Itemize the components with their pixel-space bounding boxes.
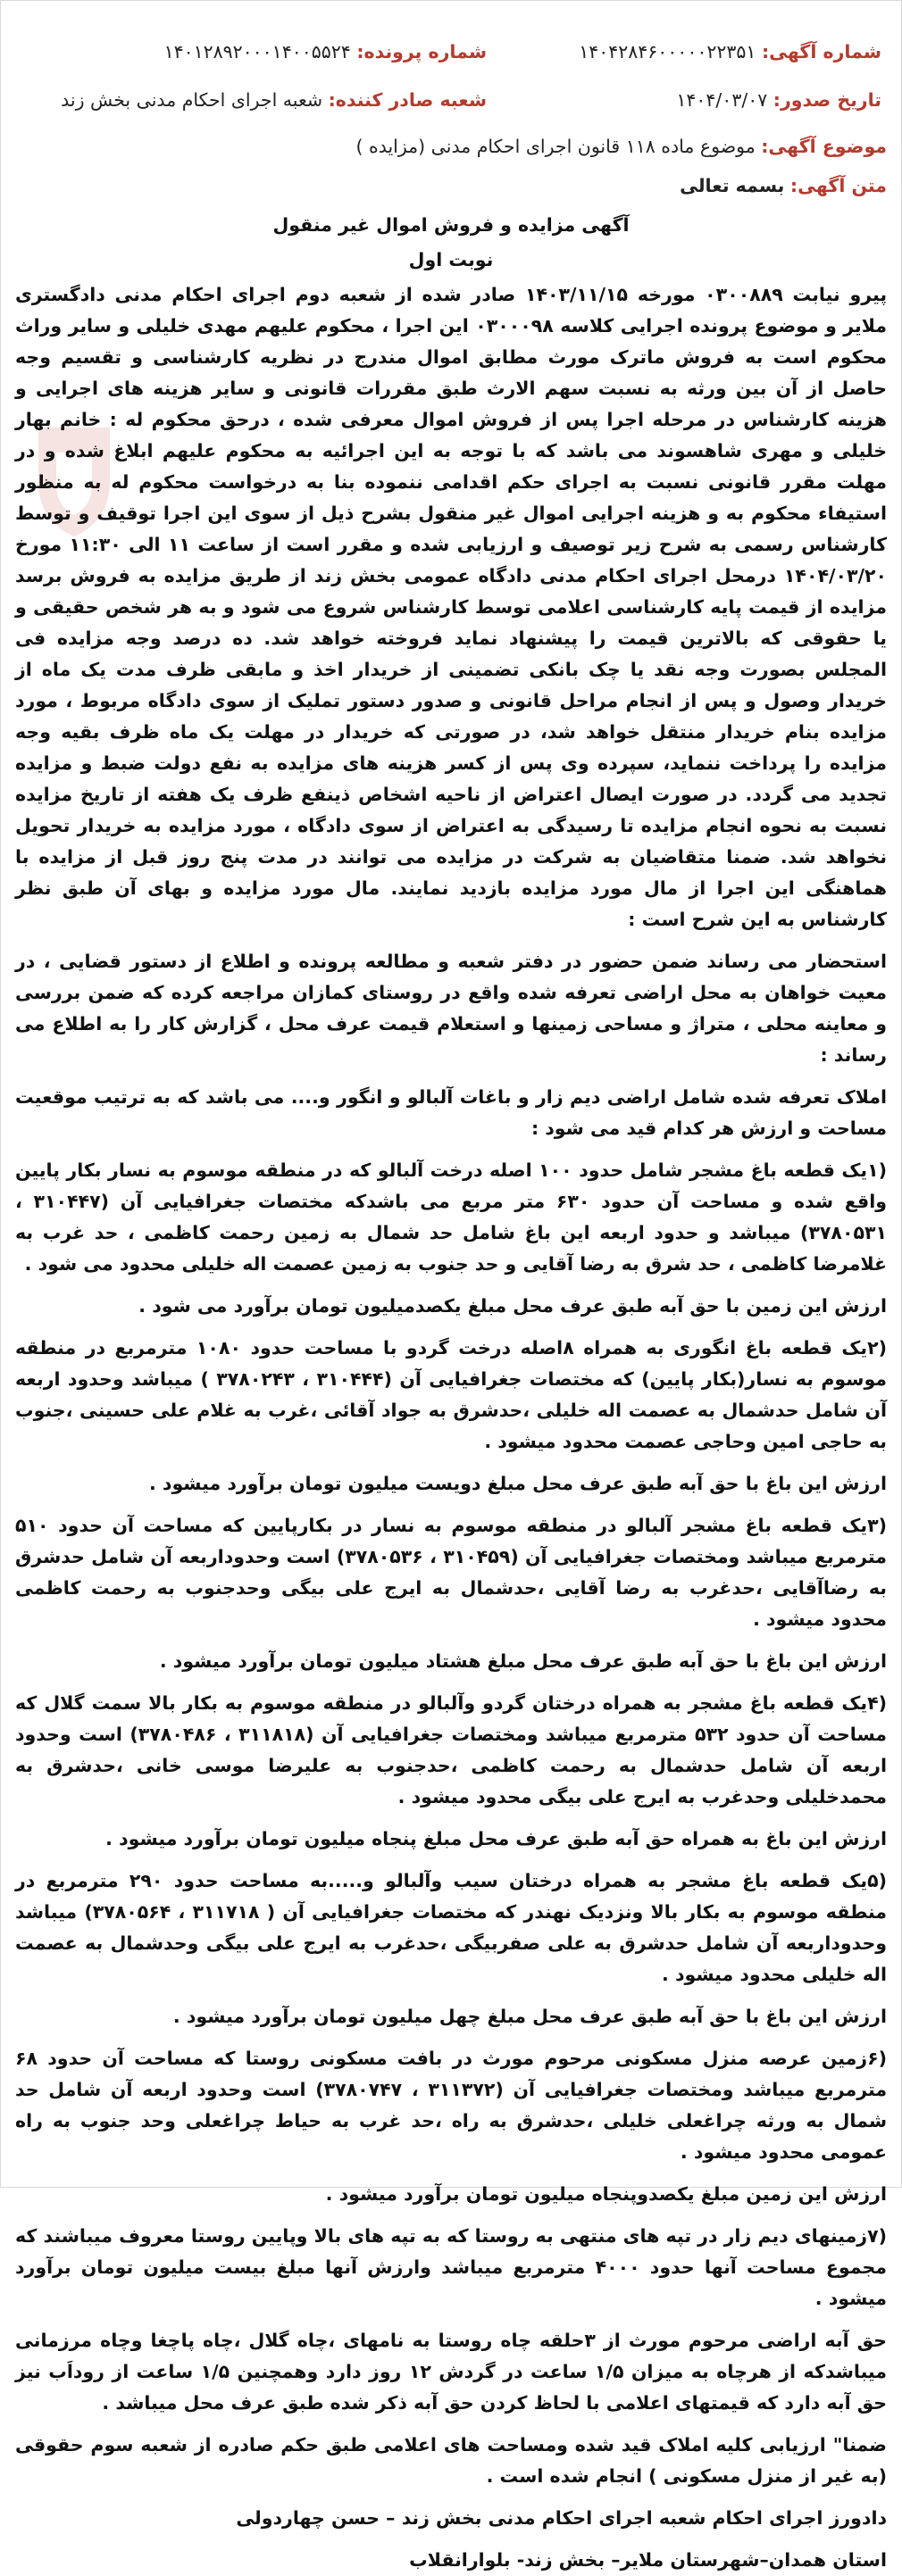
notice-subtitle: نوبت اول [408, 249, 494, 270]
issue-date-value: ۱۴۰۴/۰۳/۰۷ [676, 89, 768, 111]
issuer-field [61, 85, 487, 116]
address-line: استان همدان–شهرستان ملایر– بخش زند- بلوارانقلاب [409, 2549, 887, 2571]
paragraph-item-5: (۵یک قطعه باغ مشجر به همراه درختان سیب وآلبالو و.....به مساحت حدود ۲۹۰ مترمربع در منطقه موسوم به بکار بالا ونزدیک نهندر که مختصات جغرافیایی آن ( ۳۱۱۷۱۸ ، ۳۷۸۰۵۶۴) میباشد وحدوداربعه آن شامل حدشرق به علی صفربیگی ،حدغرب به ایرج علی بیگی وحدشمال به عصمت اله خلیلی محدود میشود . [15, 1870, 888, 1985]
paragraph-item-4: (۴یک قطعه باغ مشجر به همراه درختان گردو وآلبالو در منطقه موسوم به بکار بالا سمت گلال که مساحت آن حدود ۵۳۲ مترمربع میباشد ومختصات جغرافیایی آن (۳۱۱۸۱۸ ، ۳۷۸۰۴۸۶) است وحدود اربعه آن شامل حدشمال به رحمت کاظمی ،حدجنوب به علیرضا موسی خانی ،حدشرق به محمدخلیلی وحدغرب به ایرج علی بیگی محدود میشود . [15, 1692, 887, 1807]
case-number-label: شماره پرونده: [356, 41, 487, 62]
paragraph-value-4: ارزش این باغ به همراه حق آبه طبق عرف محل مبلغ پنجاه میلیون تومان برآورد میشود . [105, 1828, 887, 1849]
paragraph-note: ضمنا" ارزیابی کلیه املاک قید شده ومساحت های اعلامی طبق حکم صادره از شعبه سوم حقوقی (به غیر از منزل مسکونی ) انجام شده است . [15, 2434, 887, 2487]
paragraph-item-2: (۲یک قطعه باغ انگوری به همراه ۸اصله درخت گردو با مساحت حدود ۱۰۸۰ مترمربع در منطقه موسوم به نسار(بکار پایین) که مختصات جغرافیایی آن (۳۱۰۴۴۴ ، ۳۷۸۰۲۴۳ ) میباشد وحدود اربعه آن شامل حدشمال به عصمت اله خلیلی ،حدشرق به جواد آقائی ،غرب به غلام علی حسینی ،جنوب به حاجی امین وحاجی عصمت محدود میشود . [15, 1337, 887, 1452]
paragraph-value-2: ارزش این باغ با حق آبه طبق عرف محل مبلغ دویست میلیون تومان برآورد میشود . [149, 1473, 887, 1494]
case-number-field [164, 37, 487, 68]
paragraph-value-5: ارزش این باغ با حق آبه طبق عرف محل مبلغ چهل میلیون تومان برآورد میشود . [172, 2006, 887, 2027]
notice-title: آگهی مزایده و فروش اموال غیر منقول [272, 214, 630, 236]
signature-line: دادورز اجرای احکام شعبه اجرای احکام مدنی بخش زند – حسن چهاردولی [236, 2507, 887, 2529]
paragraph-value-3: ارزش این باغ با حق آبه طبق عرف محل مبلغ هشتاد میلیون تومان برآورد میشود . [159, 1650, 887, 1672]
subject-label: موضوع آگهی: [761, 136, 887, 157]
body-row [15, 170, 887, 202]
notice-number-label: شماره آگهی: [761, 41, 881, 62]
paragraph-expert-intro: استحضار می رساند ضمن حضور در دفتر شعبه و مطالعه پرونده و اطلاع از دستور قضایی ، در معیت خواهان به محل اراضی تعرفه شده واقع در روستای کمازان مراجعه کرده که ضمن بررسی و معاینه محلی ، متراژ و مساحی زمینها و استعلام قیمت عرف محل ، گزارش کار را به اطلاع می رساند : [15, 951, 887, 1066]
issuer-label: شعبه صادر کننده: [328, 89, 487, 111]
notice-number-field [579, 37, 881, 68]
issue-date-label: تاریخ صدور: [773, 89, 881, 111]
paragraph-value-6: ارزش این زمین مبلغ یکصدوپنجاه میلیون تومان برآورد میشود . [325, 2183, 887, 2205]
header-row-1 [1, 37, 902, 72]
issue-date-field [676, 85, 881, 116]
subject-row [15, 131, 887, 162]
paragraph-item-1: (۱یک قطعه باغ مشجر شامل حدود ۱۰۰ اصله درخت آلبالو که در منطقه موسوم به نسار بکار پایین واقع شده و مساحت آن حدود ۶۳۰ متر مربع می باشدکه مختصات جغرافیایی آن (۳۱۰۴۴۷ ، ۳۷۸۰۵۳۱) میباشد و حدود اربعه این باغ شامل حد شمال به زمین رحمت کاظمی ، حد غرب به غلامرضا کاظمی ، حد شرق به رضا آقایی و حد جنوب به زمین عصمت اله خلیلی محدود می شود . [15, 1159, 887, 1275]
paragraph-properties-intro: املاک تعرفه شده شامل اراضی دیم زار و باغات آلبالو و انگور و.... می باشد که به ترتیب موقعیت مساحت و ارزش هر کدام قید می شود : [15, 1086, 887, 1139]
body-label: متن آگهی: [789, 175, 887, 196]
issuer-value: شعبه اجرای احکام مدنی بخش زند [61, 89, 323, 111]
paragraph-water-rights: حق آبه اراضی مرحوم مورث از ۳حلقه چاه روستا به نامهای ،چاه گلال ،چاه پاچغا وچاه مرزمانی میباشدکه از هرچاه به میزان ۱/۵ ساعت در گردش ۱۲ روز دارد وهمچنین ۱/۵ ساعت از روداَب نیز حق آبه دارد که قیمتهای اعلامی با لحاظ کردن حق آبه ذکر شده طبق عرف محل میباشد . [15, 2330, 887, 2414]
notice-number-value: ۱۴۰۴۲۸۴۶۰۰۰۰۰۲۲۳۵۱ [579, 41, 756, 62]
paragraph-value-1: ارزش این زمین با حق آبه طبق عرف محل مبلغ یکصدمیلیون تومان برآورد می شود . [138, 1295, 887, 1317]
paragraph-item-3: (۳یک قطعه باغ مشجر آلبالو در منطقه موسوم به نسار در بکارپایین که مساحت آن حدود ۵۱۰ مترمربع میباشد ومختصات جغرافیایی آن (۳۱۰۴۵۹ ، ۳۷۸۰۵۳۶) است وحدوداربعه آن شامل حدشرق به رضاآقایی ،حدغرب به رضا آقایی ،حدشمال به ایرج علی بیگی وحدجنوب به رحمت کاظمی محدود میشود . [15, 1515, 887, 1630]
subject-value: موضوع ماده ۱۱۸ قانون اجرای احکام مدنی (مزایده ) [355, 136, 756, 157]
case-number-value: ۱۴۰۱۲۸۹۲۰۰۰۱۴۰۰۵۵۲۴ [163, 41, 351, 62]
body-opening: بسمه تعالی [680, 175, 785, 196]
notice-content [15, 131, 887, 2576]
header-row-2 [1, 85, 902, 120]
paragraph-item-6: (۶زمین عرصه منزل مسکونی مرحوم مورث در بافت مسکونی روستا که مساحت آن حدود ۶۸ مترمربع میباشد ومختصات جغرافیایی آن (۳۱۱۳۷۲ ، ۳۷۸۰۷۴۷) است وحدود اربعه آن شامل حد شمال به ورثه چراغعلی خلیلی ،حدشرق به راه ،حد غرب به حیاط چراغعلی وحد جنوب به راه عمومی محدود میشود . [15, 2048, 888, 2163]
paragraph-item-7: (۷زمینهای دیم زار در تپه های منتهی به روستا که به تپه های بالا وپایین روستا معروف میباشند که مجموع مساحت آنها حدود ۴۰۰۰ مترمربع میباشد وارزش آنها مبلغ بیست میلیون تومان برآورد میشود . [15, 2225, 887, 2309]
paragraph-main: پیرو نیابت ۰۳۰۰۸۸۹ مورخه ۱۴۰۳/۱۱/۱۵ صادر شده از شعبه دوم اجرای احکام مدنی دادگستری ملایر و موضوع پرونده اجرایی کلاسه ۰۳۰۰۰۹۸ این اجرا ، محکوم علیهم مهدی خلیلی و سایر وراث محکوم است به فروش ماترک مورث مطابق اموال مندرج در نظریه کارشناسی و تقسیم وجه حاصل از آن بین ورثه به نسبت سهم الارث طبق مقررات قانونی و سایر هزینه های اجرایی و هزینه کارشناس در مرحله اجرا پس از فروش اموال معرفی شده ، درحق محکوم له : خانم بهار خلیلی و مهری شاهسوند می باشد که با توجه به این اجرائیه به محکوم علیهم ابلاغ شده و در مهلت مقرر قانونی نسبت به اجرای حکم اقدامی ننموده بنا به درخواست محکوم له به منظور استیفاء محکوم به و هزینه اجرایی اموال غیر منقول بشرح ذیل از سوی این اجرا توقیف و توسط کارشناس رسمی به شرح زیر توصیف و ارزیابی شده و مقرر است از ساعت ۱۱ الی ۱۱:۳۰ مورخ ۱۴۰۴/۰۳/۲۰ درمحل اجرای احکام مدنی دادگاه عمومی بخش زند از طریق مزایده به فروش برسد مزایده از قیمت پایه کارشناسی اعلامی توسط کارشناس شروع می شود و به هر شخص حقیقی و یا حقوقی که بالاترین قیمت را پیشنهاد نماید فروخته خواهد شد. ده درصد وجه مزایده فی المجلس بصورت وجه نقد یا چک بانکی تضمینی از خریدار اخذ و مابقی ظرف مدت یک ماه از خریدار وصول و پس از انجام مراحل قانونی و صدور دستور تملیک از سوی دادگاه مربوط ، مورد مزایده بنام خریدار منتقل خواهد شد، در صورتی که خریدار در مهلت یک ماه ظرف بقیه وجه مزایده را پرداخت ننماید، سپرده وی پس از کسر هزینه های مزایده به نفع دولت ضبط و مزایده تجدید می گردد. در صورت ایصال اعتراض از ناحیه اشخاص ذینفع ظرف یک هفته از تاریخ مزایده نسبت به نحوه انجام مزایده تا رسیدگی به اعتراض از سوی دادگاه ، مورد مزایده به خریدار تحویل نخواهد شد. ضمنا متقاضیان به شرکت در مزایده می توانند در مدت پنج روز قبل از مزایده با هماهنگی این اجرا از مال مورد مزایده بازدید نمایند. مال مورد مزایده و بهای آن طبق نظر کارشناس به این شرح است : [15, 284, 888, 930]
